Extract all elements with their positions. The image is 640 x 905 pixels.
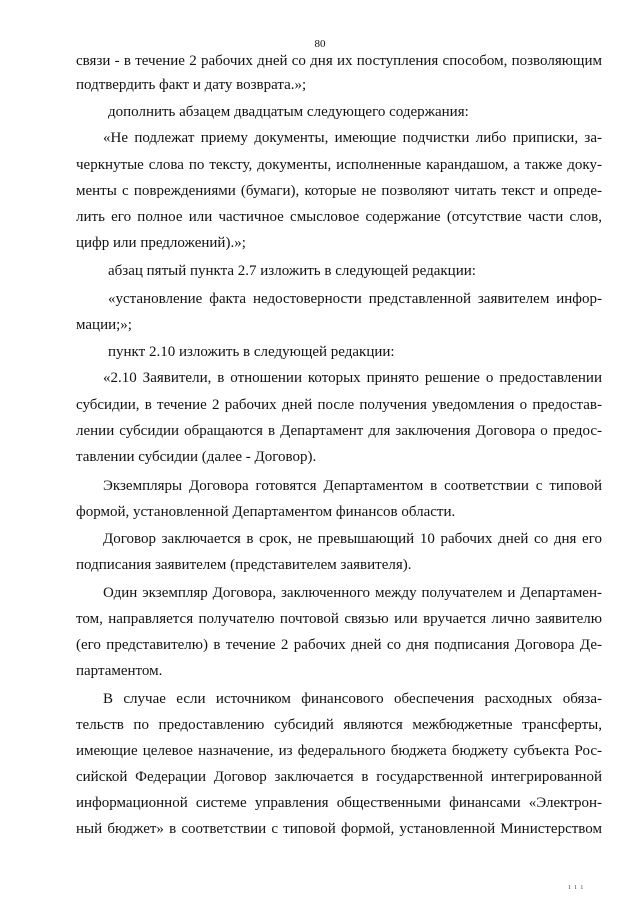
text-line: информационной системе управления общественными финансами «Электрон- (76, 795, 602, 811)
text-line: дополнить абзацем двадцатым следующего содержания: (108, 104, 469, 120)
text-line: «установление факта недостоверности представленной заявителем инфор- (108, 291, 602, 307)
text-line: (его представителю) в течение 2 рабочих дней со дня подписания Договора Де- (76, 637, 602, 653)
text-line: субсидии, в течение 2 рабочих дней после получения уведомления о предостав- (76, 397, 602, 413)
text-line: тавлении субсидии (далее - Договор). (76, 449, 317, 465)
text-line: абзац пятый пункта 2.7 изложить в следующей редакции: (108, 263, 476, 279)
text-line: «2.10 Заявители, в отношении которых принято решение о предоставлении (103, 370, 602, 386)
text-line: тельств по предоставлению субсидий являются межбюджетные трансферты, (76, 717, 602, 733)
text-line: В случае если источником финансового обеспечения расходных обяза- (103, 691, 602, 707)
text-line: мации;»; (76, 317, 132, 333)
text-line: формой, установленной Департаментом финансов области. (76, 504, 456, 520)
text-line: пункт 2.10 изложить в следующей редакции: (108, 344, 395, 360)
text-line: том, направляется получателю почтовой связью или вручается лично заявителю (76, 611, 602, 627)
text-line: цифр или предложений).»; (76, 235, 246, 251)
text-line: сийской Федерации Договор заключается в государственной интегрированной (76, 769, 602, 785)
text-line: черкнутые слова по тексту, документы, исполненные карандашом, а также доку- (76, 157, 602, 173)
text-line: Экземпляры Договора готовятся Департаментом в соответствии с типовой (103, 478, 602, 494)
text-line: лить его полное или частичное смысловое содержание (отсутствие части слов, (76, 209, 602, 225)
text-line: связи - в течение 2 рабочих дней со дня их поступления способом, позволяющим (76, 53, 602, 69)
text-line: менты с повреждениями (бумаги), которые не позволяют читать текст и опреде- (76, 183, 602, 199)
text-line: партаментом. (76, 663, 163, 679)
page-number: 80 (314, 38, 326, 50)
text-line: имеющие целевое назначение, из федерального бюджета бюджету субъекта Рос- (76, 743, 602, 759)
text-line: лении субсидии обращаются в Департамент для заключения Договора о предос- (76, 423, 602, 439)
scan-mark: ı ı ı (568, 882, 584, 891)
text-line: ный бюджет» в соответствии с типовой формой, установленной Министерством (76, 821, 602, 837)
text-line: Один экземпляр Договора, заключенного между получателем и Департамен- (103, 585, 602, 601)
text-line: подтвердить факт и дату возврата.»; (76, 77, 307, 93)
text-line: Договор заключается в срок, не превышающий 10 рабочих дней со дня его (103, 531, 602, 547)
text-line: подписания заявителем (представителем заявителя). (76, 557, 412, 573)
text-line: «Не подлежат приему документы, имеющие подчистки либо приписки, за- (103, 130, 602, 146)
